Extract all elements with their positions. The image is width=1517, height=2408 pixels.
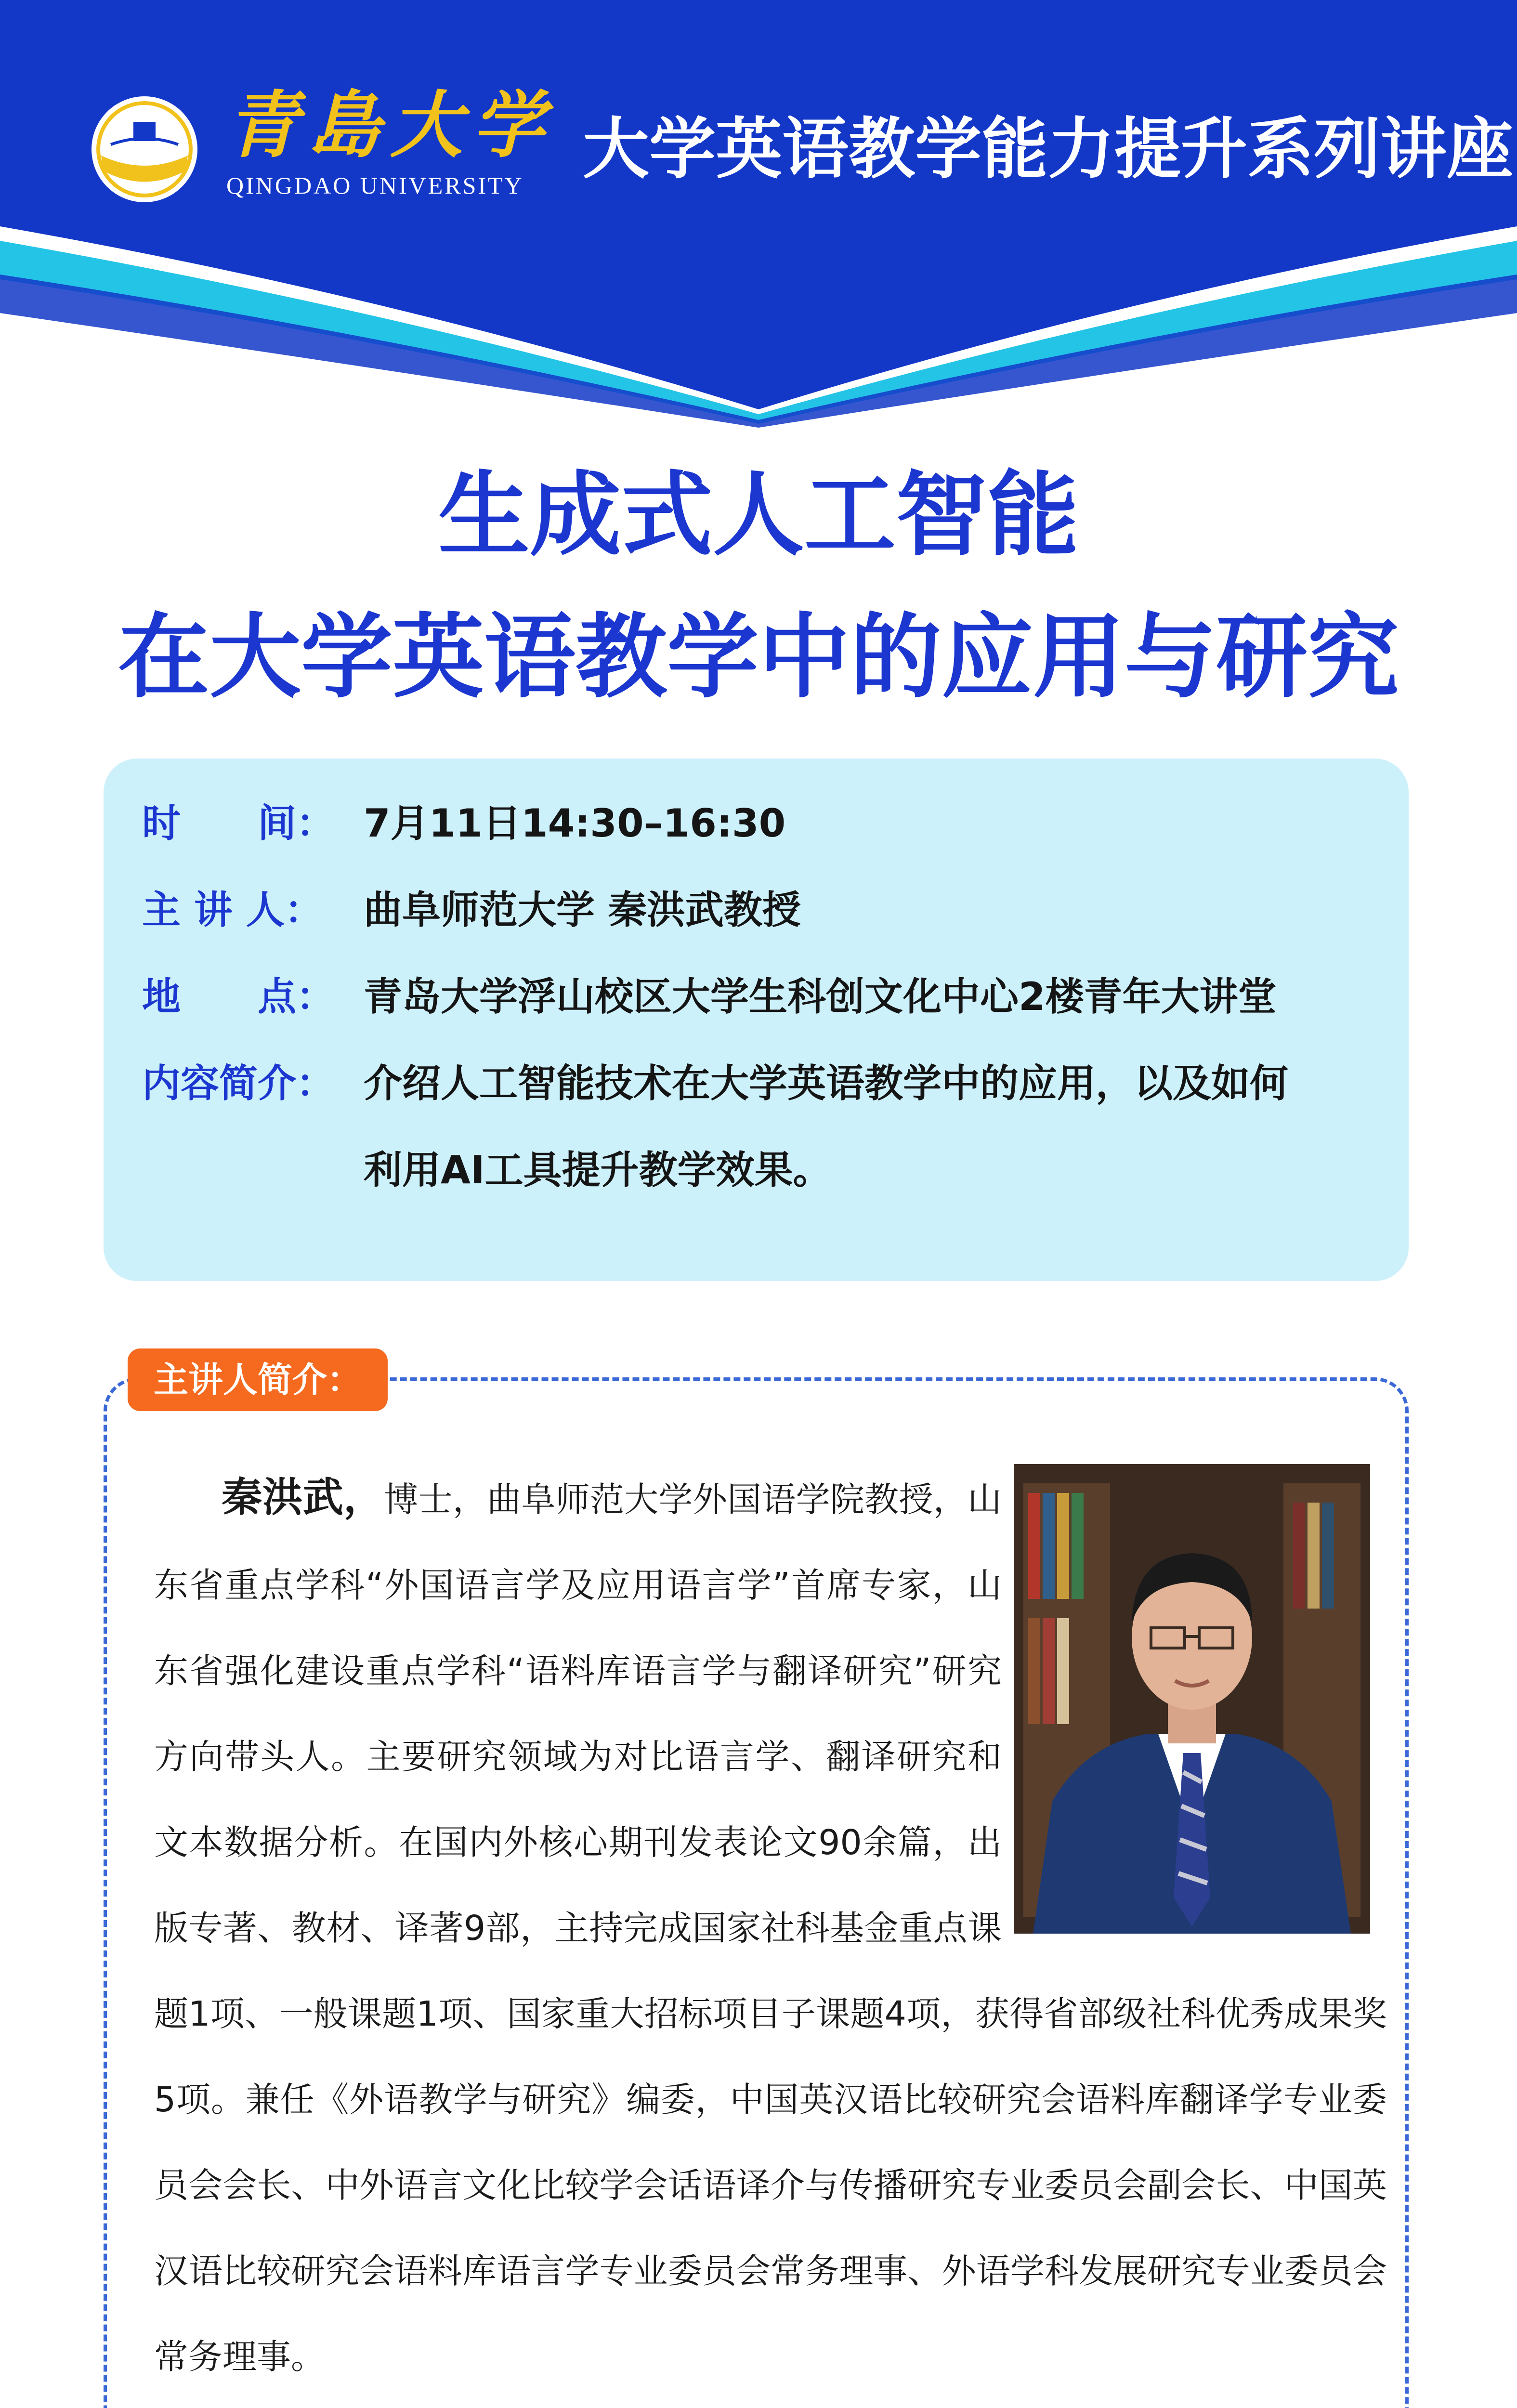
time-value: 7月11日14:30–16:30: [364, 801, 786, 846]
lecture-series-title: 大学英语教学能力提升系列讲座: [583, 110, 1514, 188]
speaker-bio-text: [154, 1454, 1387, 2394]
lecture-title-line-1: 生成式人工智能: [438, 462, 1079, 568]
university-logo-english: QINGDAO UNIVERSITY: [226, 172, 524, 199]
summary-line-1: 介绍人工智能技术在大学英语教学中的应用，以及如何: [364, 1061, 1288, 1106]
speaker-name: 秦洪武，: [222, 1474, 384, 1521]
time-label: 时 间：: [142, 801, 335, 846]
summary-label: 内容简介：: [142, 1061, 335, 1106]
speaker-intro-tag: 主讲人简介：: [128, 1348, 388, 1411]
header-banner: [0, 0, 1517, 433]
location-value: 青岛大学浮山校区大学生科创文化中心2楼青年大讲堂: [364, 974, 1277, 1019]
speaker-label: 主 讲 人：: [142, 888, 323, 932]
speaker-bio-body: 博士，曲阜师范大学外国语学院教授，山东省重点学科“外国语言学及应用语言学”首席专家，山东省强化建设重点学科“语料库语言学与翻译研究”研究方向带头人。主要研究领域为对比语言学、翻译研究和文本数据分析。在国内外核心期刊发表论文90余篇，出版专著、教材、译著9部，主持完成国家社科基金重点课题1项、一般课题1项、国家重大招标项目子课题4项，获得省部级社科优秀成果奖5项。兼任《外语教学与研究》编委，中国英汉语比较研究会语料库翻译学专业委员会会长、中外语言文化比较学会话语译介与传播研究专业委员会副会长、中国英汉语比较研究会语料库语言学专业委员会常务理事、外语学科发展研究专业委员会常务理事。: [154, 1479, 1387, 2377]
lecture-title-line-2: 在大学英语教学中的应用与研究: [118, 604, 1399, 710]
photo-float-spacer: [1002, 1454, 1387, 1926]
university-logo-chinese: 青島大学: [226, 83, 554, 168]
location-label: 地 点：: [142, 974, 335, 1019]
summary-line-2: 利用AI工具提升教学效果。: [364, 1148, 832, 1192]
speaker-value: 曲阜师范大学 秦洪武教授: [364, 888, 801, 932]
university-emblem-icon: [89, 94, 200, 205]
lecture-info-panel: [104, 759, 1409, 1281]
